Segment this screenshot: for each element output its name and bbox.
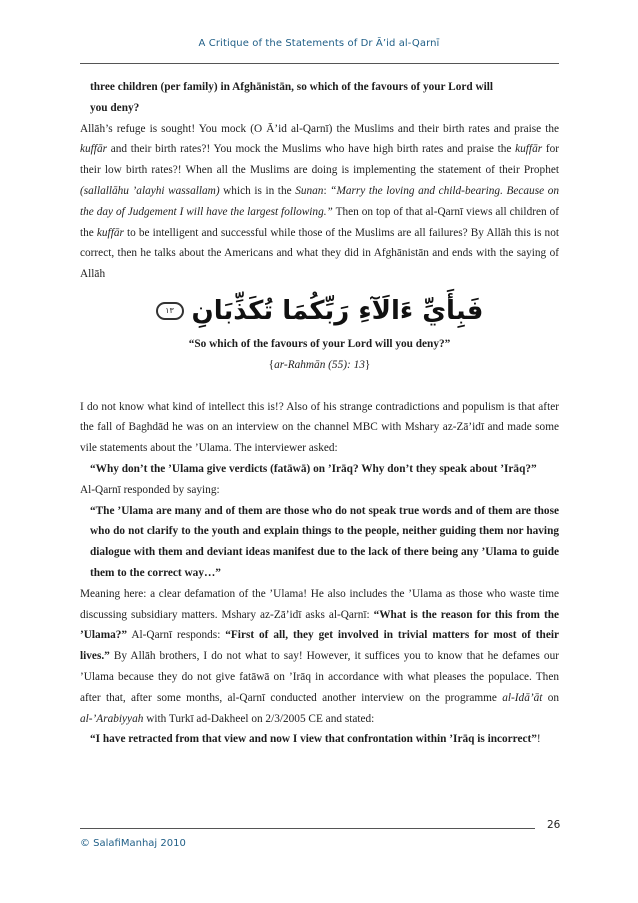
quote-retraction <box>80 729 559 750</box>
term-kuffar: kuffār <box>515 143 543 156</box>
term-kuffar: kuffār <box>96 226 124 239</box>
spacer <box>80 376 559 397</box>
text-span: Then on top of that al-Qarnī views all children of the <box>80 205 559 239</box>
term-kuffar: kuffār <box>80 143 107 156</box>
paragraph-response-intro: Al-Qarnī responded by saying: <box>80 483 220 496</box>
text-span: which is in the <box>219 184 296 197</box>
brace-close: } <box>364 358 371 371</box>
header-rule <box>80 63 559 64</box>
page-number: 26 <box>547 819 561 831</box>
text-span: with Turkī ad-Dakheel on 2/3/2005 CE and stated: <box>143 712 375 725</box>
text-span: : <box>323 184 331 197</box>
paragraph-heading-continuation <box>80 77 559 119</box>
channel-name: al-’Arabiyyah <box>80 712 144 725</box>
quran-verse-arabic <box>80 288 559 334</box>
hadith-quote: “Marry the loving and child-bearing. Because on the day of Judgement I will have the largest following.” <box>80 184 559 218</box>
retraction-text: “I have retracted from that view and now I view that confrontation within ’Irāq is incorrect” <box>90 733 537 746</box>
term-sunan: Sunan <box>295 184 324 197</box>
verse-translation: “So which of the favours of your Lord will you deny?” <box>188 337 451 350</box>
paragraph-defamation <box>80 584 559 730</box>
heading-line-2: you deny? <box>90 101 140 114</box>
salawat: (sallallāhu ’alayhi wassallam) <box>80 184 220 197</box>
heading-line-1: three children (per family) in Afghānistān, so which of the favours of your Lord will <box>90 81 494 93</box>
text-span: Meaning here: a clear defamation of the ’Ulama! He also includes the ’Ulama as those who waste time discussing subsidiary matters. Mshary az-Zā’idī asks al-Qarnī: <box>80 587 559 621</box>
running-header: A Critique of the Statements of Dr Ā’id al-Qarnī <box>198 38 440 49</box>
text-span: on <box>542 691 559 704</box>
verse-reference <box>80 355 559 376</box>
paragraph-birth-rates <box>80 119 559 285</box>
text-span: Al-Qarnī responds: <box>127 629 226 642</box>
programme-name: al-Idā’āt <box>502 691 543 704</box>
quote-qarni-response: “The ’Ulama are many and of them are those who do not speak true words and of them are those who do not clarify to the youth and explain things to the people, neither guiding them nor having dialogue with them and deviant ideas manifest due to the lack of there being any ’Ulama to guide them to the correct way…” <box>90 504 559 579</box>
page-body <box>80 77 559 750</box>
text-span: By Allāh brothers, I do not what to say! However, it suffices you to know that he defames our ’Ulama because they do not give fatāwā on ’Irāq in accordance with what pleases the populace. Then after that, after some months, al-Qarnī conducted another interview on the programme <box>80 650 559 704</box>
quote-question: “What is the reason for this from the ’Ulama?” <box>80 608 560 642</box>
quote-interviewer: “Why don’t the ’Ulama give verdicts (fatāwā) on ’Irāq? Why don’t they speak about ’Irāq?” <box>90 462 537 475</box>
arabic-verse-text: فَبِأَيِّ ءَالَآءِ رَبِّكُمَا تُكَذِّبَانِ <box>191 295 484 326</box>
paragraph-intellect: I do not know what kind of intellect this is!? Also of his strange contradictions and populism is that after the fall of Baghdād he was on an interview on the channel MBC with Mshary az-Zā’idī and made some vile statements about the ’Ulama. The interviewer asked: <box>80 400 559 455</box>
text-span: for their low birth rates?! When all the Muslims are doing is implementing the statement of their Prophet <box>80 143 559 177</box>
verse-reference-text: ar-Rahmān (55): 13 <box>274 358 365 371</box>
text-span: and their birth rates?! You mock the Muslims who have high birth rates and praise the <box>107 143 516 156</box>
text-span: Allāh’s refuge is sought! You mock (O Ā’id al-Qarnī) the Muslims and their birth rates and praise the <box>80 122 559 135</box>
ayah-number-marker: ١٣ <box>156 302 184 320</box>
text-span: ! <box>536 733 541 746</box>
copyright-footer: © SalafiManhaj 2010 <box>80 838 186 849</box>
text-span: to be intelligent and successful while those of the Muslims are all failures? By Allāh this is not correct, then he talks about the Americans and what they did in Afghānistān and ends with the saying of Allāh <box>80 226 559 281</box>
quote-answer: “First of all, they get involved in trivial matters for most of their lives.” <box>80 629 559 663</box>
footer-rule <box>80 828 535 829</box>
brace-open: { <box>268 358 275 371</box>
